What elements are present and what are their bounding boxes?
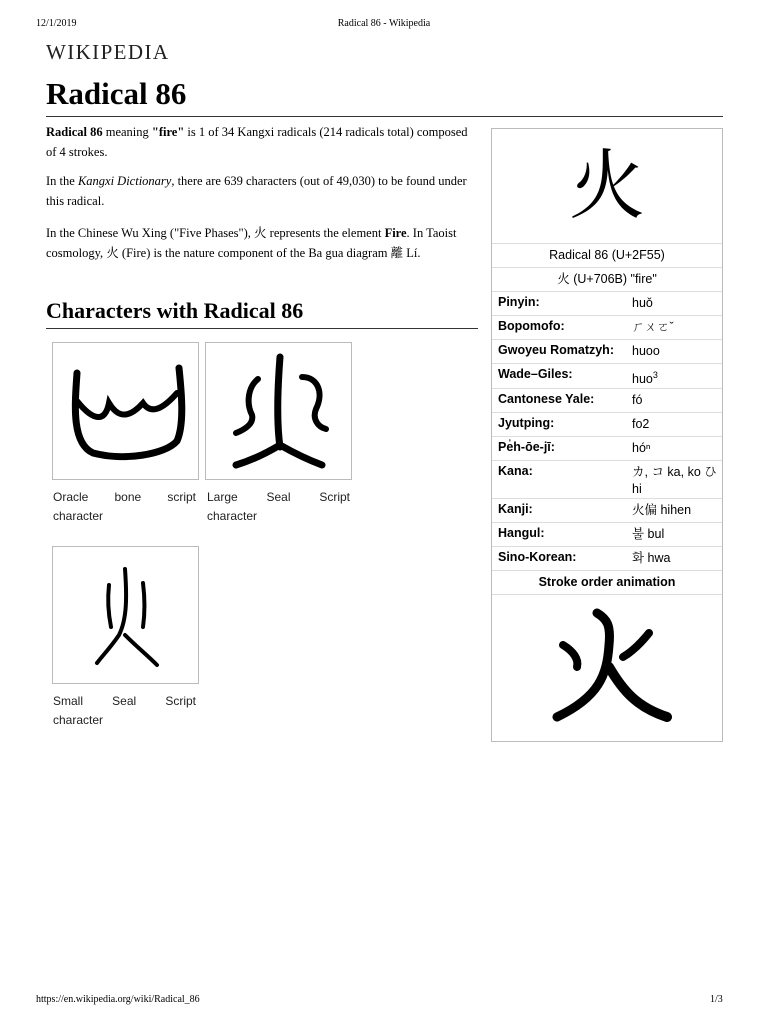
section-rule — [46, 328, 478, 329]
gallery-caption: Small Seal Script character — [53, 694, 196, 727]
infobox — [491, 128, 723, 742]
infobox-key: Wade–Giles: — [498, 367, 573, 381]
infobox-rows — [492, 292, 722, 571]
infobox-value — [632, 292, 722, 315]
infobox-value — [632, 413, 722, 436]
infobox-key: Sino-Korean: — [498, 550, 577, 565]
intro-paragraph-1 — [46, 123, 478, 162]
title-rule — [46, 116, 723, 117]
infobox-value — [632, 340, 722, 363]
infobox-key: Kana: — [498, 464, 533, 479]
infobox-character: 火 (U+706B) "fire" — [492, 268, 722, 292]
infobox-key: Jyutping: — [498, 416, 555, 431]
italic-link[interactable]: Kangxi Dictionary — [77, 174, 172, 188]
page-title: Radical 86 — [46, 76, 187, 111]
infobox-value — [632, 389, 722, 412]
intro-paragraph-3 — [46, 224, 478, 263]
infobox-row — [492, 547, 722, 571]
infobox-codepoint: Radical 86 (U+2F55) — [492, 244, 722, 268]
gallery-caption: Large Seal Script character — [207, 490, 350, 523]
bold-term: Fire — [384, 226, 407, 240]
infobox-value-text: hóⁿ — [632, 441, 651, 456]
infobox-row — [492, 499, 722, 523]
wikipedia-logo[interactable]: WIKIPEDIA — [46, 40, 170, 64]
text: is 1 of 34 Kangxi radicals (214 radicals total) composed of 4 strokes. — [46, 125, 468, 159]
infobox-value-text: 火偏 hihen — [632, 503, 692, 518]
infobox-row — [492, 461, 722, 499]
infobox-value — [632, 316, 722, 339]
infobox-value-text: huǒ — [632, 296, 653, 310]
infobox-value-text: ㄏㄨㄛˇ — [632, 320, 674, 334]
infobox-key: Hangul: — [498, 526, 545, 541]
infobox-value-text: カ, コ ka, ko ひ hi — [632, 465, 717, 497]
section-heading: Characters with Radical 86 — [46, 298, 304, 323]
infobox-row — [492, 340, 722, 364]
stroke-order-animation[interactable] — [492, 595, 722, 735]
infobox-glyph — [492, 129, 722, 244]
oracle-bone-glyph-drawing — [53, 343, 198, 479]
infobox-row — [492, 413, 722, 437]
infobox-key: Pe̍h-ōe-jī: — [498, 440, 555, 455]
print-date: 12/1/2019 — [36, 18, 77, 29]
infobox-row — [492, 316, 722, 340]
infobox-value — [632, 523, 722, 546]
infobox-value-text: fo2 — [632, 417, 650, 432]
infobox-row — [492, 389, 722, 413]
text: In the Chinese Wu Xing ("Five Phases"), 火 represents the element — [46, 226, 385, 240]
infobox-value — [632, 547, 722, 570]
text: . In Taoist cosmology, 火 (Fire) is the nature component of the Ba gua diagram 離 Lí. — [46, 226, 457, 260]
infobox-row — [492, 292, 722, 316]
large-seal-glyph-drawing — [206, 343, 351, 479]
infobox-value — [632, 364, 722, 388]
print-title: Radical 86 - Wikipedia — [337, 18, 431, 29]
intro-paragraph-2 — [46, 172, 478, 211]
stroke-order-drawing — [537, 605, 677, 725]
infobox-key: Bopomofo: — [498, 319, 565, 333]
infobox-value — [632, 499, 722, 522]
infobox-value — [632, 461, 722, 498]
text: In the — [46, 174, 78, 188]
small-seal-glyph-image[interactable] — [52, 546, 199, 684]
text: , there are 639 characters (out of 49,030) to be found under this radical. — [46, 174, 467, 208]
infobox-key: Gwoyeu Romatzyh: — [498, 343, 614, 357]
infobox-key: Pinyin: — [498, 295, 540, 309]
large-seal-glyph-image[interactable] — [205, 342, 352, 480]
footer-url[interactable]: https://en.wikipedia.org/wiki/Radical_86 — [36, 994, 200, 1005]
bold-term: "fire" — [151, 125, 185, 139]
tone-superscript: 3 — [652, 370, 658, 380]
infobox-value-text: 불 bul — [632, 527, 665, 542]
infobox-value-text: 화 hwa — [632, 551, 671, 566]
infobox-row — [492, 523, 722, 547]
infobox-key: Cantonese Yale: — [498, 392, 595, 407]
oracle-bone-glyph-image[interactable] — [52, 342, 199, 480]
footer-page-number: 1/3 — [710, 994, 723, 1005]
stroke-order-heading: Stroke order animation — [492, 571, 722, 595]
infobox-row — [492, 364, 722, 389]
infobox-value-text: huo — [632, 372, 653, 387]
infobox-value-text: fó — [632, 393, 643, 408]
infobox-row — [492, 437, 722, 461]
infobox-value-text: huoo — [632, 344, 660, 358]
infobox-key: Kanji: — [498, 502, 533, 517]
radical-glyph: 火 — [569, 141, 645, 230]
bold-term: Radical 86 — [46, 125, 103, 139]
infobox-value — [632, 437, 722, 460]
text: meaning — [102, 125, 152, 139]
small-seal-glyph-drawing — [53, 547, 198, 683]
gallery-caption: Oracle bone script character — [53, 490, 196, 523]
